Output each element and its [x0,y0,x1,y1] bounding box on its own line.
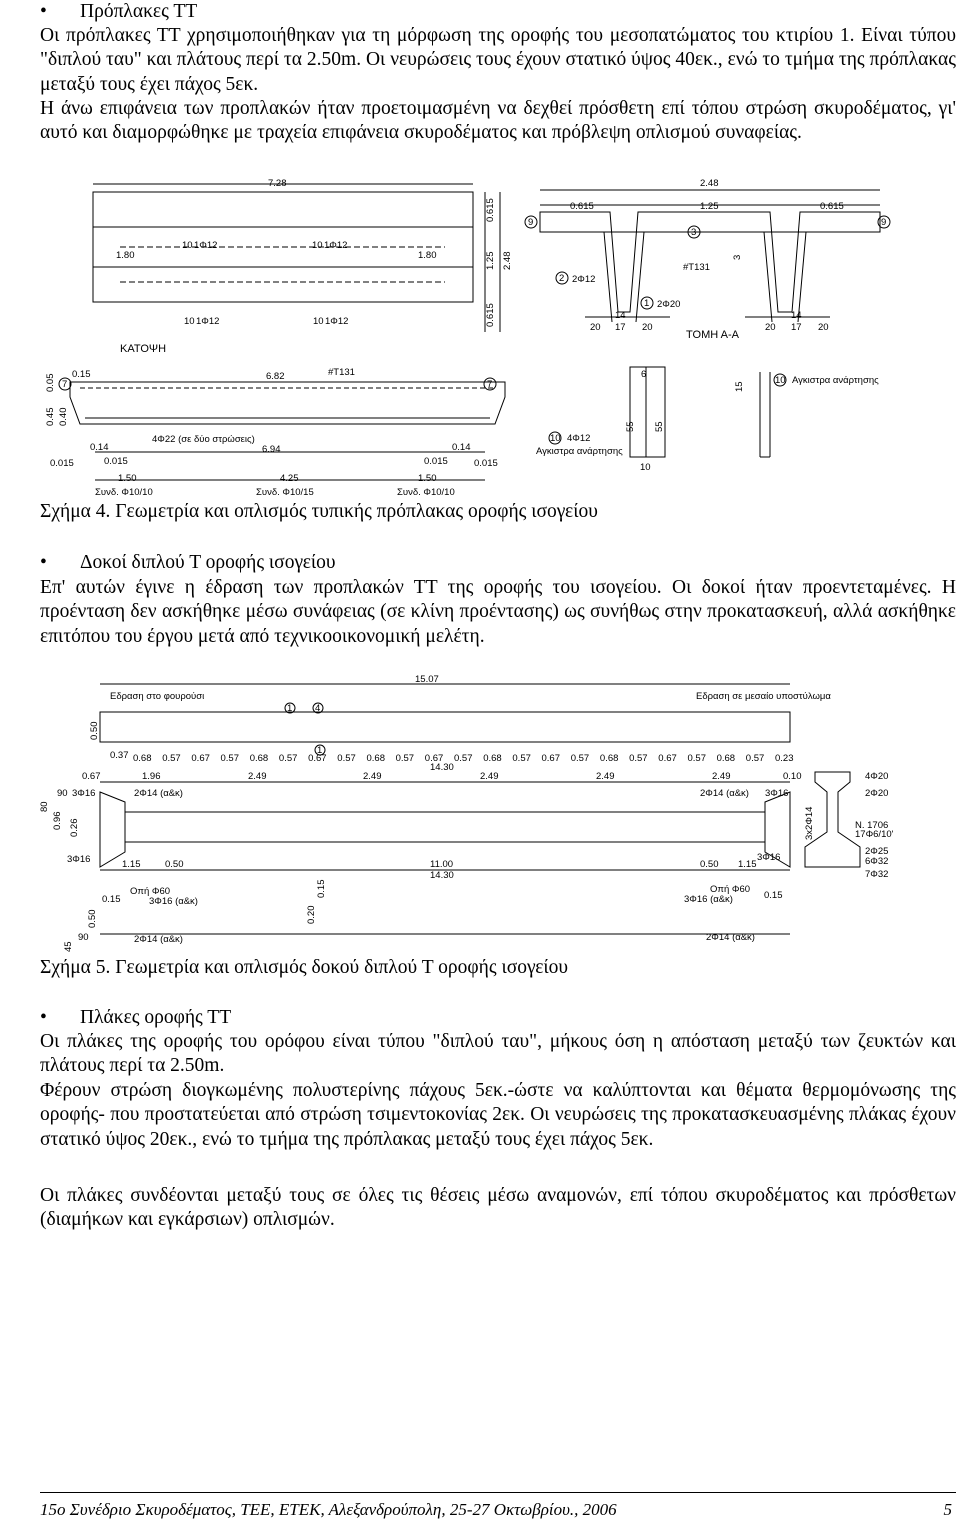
figure4-drawing [0,172,960,502]
mid-dim-3: 14.30 [430,870,454,881]
stirrup-sp-1: 0.68 [133,753,152,764]
bars-bottom-0: 3Φ16 (α&κ) [149,896,198,907]
left-dim-2: 0.96 [52,811,63,830]
plan-dim-2: 2.48 [502,251,513,270]
plan-length: 7.28 [268,178,287,189]
support-right: Εδραση σε μεσαίο υποστύλωμα [696,691,831,702]
bars-top-0: 3Φ16 [72,788,96,799]
plan-bar-mark-4: 10 [313,316,324,327]
elev-stirrup-2: Συνδ. Φ10/10 [397,487,455,498]
elev-top-left: 0.15 [72,369,91,380]
elev-span-1: 4.25 [280,473,299,484]
bottom-dim-0: 0.15 [102,894,121,905]
bottom-dim-2: 90 [78,932,89,943]
rib-dim-2: 17 [615,322,626,333]
segment-3: 2.49 [363,771,382,782]
hook-bars: 4Φ12 [567,433,591,444]
plan-bar-label-2: 1Φ12 [324,240,348,251]
section-mark-1: 1 [644,298,650,309]
stirrup-sp-14: 0.57 [512,753,531,764]
stirrup-sp-5: 0.68 [249,753,269,764]
section-mark-9-right: 9 [881,217,887,228]
stirrup-sp-4: 0.57 [220,753,239,764]
section-dim-top-1: 1.25 [700,201,719,212]
page-number: 5 [943,1500,952,1519]
stirrup-sp-0: 0.37 [110,750,129,761]
plan-dim-0: 0.615 [485,198,496,222]
section-bars-bottom-left: 2Φ12 [572,274,596,285]
elev-stirrup-1: Συνδ. Φ10/15 [256,487,314,498]
bullet-icon: • [40,1,47,22]
section-label-5: 2Φ25 [865,846,889,857]
plan-dim-1: 1.25 [485,251,496,270]
stirrup-sp-17: 0.68 [599,753,619,764]
bars-bottom-3: 2Φ14 (α&κ) [706,932,755,943]
section1-heading: • Πρόπλακες ΤΤ [40,1,198,22]
section-mesh: #T131 [683,262,710,273]
left-dim-3: 0.26 [69,818,80,837]
elev-end-dim-1: 0.14 [452,442,471,453]
section3-paragraph3: Οι πλάκες συνδέονται μεταξύ τους σε όλες τις θέσεις μέσω αναμονών, επί τόπου σκυροδέματος και πρόσθετων (διαμήκων και εγκάρσιων) οπλισμών. [40,1185,956,1231]
stirrup-sp-16: 0.57 [570,753,590,764]
section-label-2: 3x2Φ14 [804,806,815,840]
mid-dim-2: 11.00 [430,859,454,870]
rib-dim-0: 20 [590,322,601,333]
footer-rule [40,1492,956,1493]
hook-dim-1: 55 [625,421,636,432]
stirrup-sp-23: 0.23 [775,753,794,764]
bottom-dim-5: 0.15 [316,879,327,898]
section2-heading: • Δοκοί διπλού Τ οροφής ισογείου [40,552,336,573]
beam-total-length: 15.07 [415,674,439,685]
stirrup-sp-8: 0.57 [337,753,356,764]
bars-mid-0: 3Φ16 [67,854,91,865]
height-left: 0.50 [89,721,100,740]
stirrup-sp-11: 0.67 [424,753,444,764]
mid-dim-0: 1.15 [122,859,141,870]
stirrup-sp-21: 0.68 [716,753,736,764]
stirrup-sp-13: 0.68 [483,753,502,764]
rib-dim-r-3: 20 [818,322,829,333]
plan-end-width-left: 1.80 [116,250,135,261]
mid-dim-5: 1.15 [738,859,757,870]
elev-dim-1: 0.40 [58,407,69,426]
section-mark-2: 2 [559,273,565,284]
bars-top-1: 2Φ14 (α&κ) [134,788,183,799]
section-dim-top-0: 0.615 [570,201,594,212]
elev-mark-left: 7 [62,379,68,390]
left-dim-0: 90 [57,788,68,799]
plan-bar-mark: 10 [182,240,193,251]
section-depth-mark: 3 [732,254,743,260]
plan-title: ΚΑΤΟΨΗ [120,343,167,355]
section-mark-9-left: 9 [528,217,534,228]
section-bars-rib: 2Φ20 [657,299,681,310]
elev-stirrup-0: Συνδ. Φ10/10 [95,487,153,498]
segment-5: 2.49 [596,771,615,782]
hook-label: Αγκιστρα ανάρτησης [536,446,623,457]
bottom-dim-3: 45 [63,941,74,952]
figure4 [0,172,960,526]
plan-dim-3: 0.615 [485,303,496,327]
section-dim-top-2: 0.615 [820,201,844,212]
segment-4: 2.49 [480,771,499,782]
section-title: ΤΟΜΗ Α-Α [686,329,739,341]
figure5-drawing [0,672,960,957]
elev-end-dim-3: 0.015 [104,456,128,467]
section3-paragraph2: Φέρουν στρώση διογκωμένης πολυστερίνης πάχους 5εκ.-ώστε να καλύπτονται και θέματα θερμομόνωσης της οροφής- που προστατεύεται από στρώση τσιμεντοκονίας 2εκ. Οι νευρώσεις της προκατασκευασμένης πλάκας έχουν στατικό ύψος 20εκ., ενώ το τμήμα της πρόπλακας μεταξύ τους έχει πάχος 5εκ. [40,1080,956,1150]
stirrup-sp-10: 0.57 [395,753,415,764]
figure5 [0,672,960,982]
segment-1: 1.96 [142,771,161,782]
stirrup-sp-12: 0.57 [454,753,473,764]
hook-dim-0: 6 [641,369,647,380]
rib-dim-r-1: 14 [791,310,802,321]
hole-right: Οπή Φ60 [710,884,751,895]
segment-6: 2.49 [712,771,731,782]
bars-bottom-1: 3Φ16 (α&κ) [684,894,733,905]
rib-dim-r-2: 17 [791,322,802,333]
mid-dim-4: 0.50 [700,859,719,870]
plan-end-width-right: 1.80 [418,250,437,261]
section-label-4: 17Φ6/10' [855,829,894,840]
rib-dim-1: 14 [615,310,626,321]
elev-mark-right: 7 [487,379,493,390]
plan-bar-mark-3: 10 [184,316,195,327]
bottom-dim-4: 0.20 [306,905,317,924]
elev-span-2: 1.50 [418,473,437,484]
section3-heading: • Πλάκες οροφής ΤΤ [40,1007,232,1028]
bars-top-3: 3Φ16 [765,788,789,799]
rib-dim-r-0: 20 [765,322,776,333]
section-label-1: 2Φ20 [865,788,889,799]
stirrup-sp-15: 0.67 [541,753,560,764]
support-left: Εδραση στο φουρούσι [110,691,205,702]
bottom-dim-1: 0.50 [87,909,98,928]
plan-bar-mark-2: 10 [312,240,323,251]
plan-bar-label: 1Φ12 [194,240,218,251]
stirrup-sp-6: 0.57 [278,753,298,764]
elev-mesh: #T131 [328,367,355,378]
section-total-width: 2.48 [700,178,719,189]
segment-2: 2.49 [248,771,267,782]
plan-bar-label-3: 1Φ12 [196,316,220,327]
hole-left: Οπή Φ60 [130,886,171,897]
elev-span-0: 1.50 [118,473,137,484]
section2-paragraph: Επ' αυτών έγινε η έδραση των προπλακών ΤΤ της οροφής του ισογείου. Οι δοκοί ήταν προεντεταμένες. Η προένταση δεν ασκήθηκε μέσω συνάφειας (σε κλίνη προέντασης) ως συνήθως στην προκατασκευή, αλλά ασκήθηκε επιτόπου του έργου μετά από τεχνικοοικονομική μελέτη. [40,577,956,647]
elev-length-top: 6.82 [266,371,285,382]
hook-dim-4: 15 [734,381,745,392]
elev-length-bottom: 6.94 [262,444,281,455]
stirrup-sp-3: 0.67 [191,753,210,764]
stirrup-sp-7: 0.67 [308,753,327,764]
mid-length: 14.30 [430,762,454,773]
mid-dim-1: 0.50 [165,859,184,870]
stirrup-sp-20: 0.57 [687,753,706,764]
bullet-icon: • [40,1007,47,1028]
section-label-0: 4Φ20 [865,771,889,782]
plan-view [93,184,500,332]
bars-bottom-2: 2Φ14 (α&κ) [134,934,183,945]
section-label-7: 7Φ32 [865,869,889,880]
mark-top-1: 4 [315,703,321,714]
bars-mid-1: 3Φ16 [757,852,781,863]
mark-mid: 1 [317,745,323,756]
stirrup-sp-19: 0.67 [658,753,677,764]
hook-label-2: Αγκιστρα ανάρτησης [792,375,879,386]
segment-7: 0.10 [783,771,802,782]
stirrup-sp-9: 0.68 [366,753,385,764]
bottom-dim-6: 0.15 [764,890,783,901]
hook-mark: 10 [550,433,561,444]
elev-dim-0: 0.45 [45,407,56,426]
elev-end-dim-0: 0.14 [90,442,109,453]
section1-paragraph2: Η άνω επιφάνεια των προπλακών ήταν προετοιμασμένη να δεχθεί πρόσθετη επί τόπου στρώση σκυροδέματος, γι' αυτό και διαμορφώθηκε με τραχεία επιφάνεια σκυροδέματος και πρόβλεψη οπλισμού συναφείας. [40,98,956,144]
footer [40,1499,956,1521]
hook-dim-2: 55 [654,421,665,432]
section-mark-3: 3 [691,227,697,238]
section1-paragraph1: Οι πρόπλακες ΤΤ χρησιμοποιήθηκαν για τη μόρφωση της οροφής του μεσοπατώματος του κτιρίου 1. Είναι τύπου "διπλού ταυ" και πλάτους περί τα 2.50m. Οι νευρώσεις τους έχουν στατικό ύψος 40εκ., ενώ το τμήμα της πρόπλακας μεταξύ τους έχει πάχος 5εκ. [40,25,956,95]
section3-paragraph1: Οι πλάκες της οροφής του ορόφου είναι τύπου "διπλού ταυ", μήκους όση η απόσταση μεταξύ των ζευκτών και πλάτους περί τα 2.50m. [40,1031,956,1077]
segment-0: 0.67 [82,771,101,782]
bars-top-2: 2Φ14 (α&κ) [700,788,749,799]
elev-end-dim-4: 0.015 [424,456,448,467]
section-label-6: 6Φ32 [865,856,889,867]
elev-bottom-bars: 4Φ22 (σε δύο στρώσεις) [152,434,255,445]
plan-bar-label-4: 1Φ12 [325,316,349,327]
figure4-caption: Σχήμα 4. Γεωμετρία και οπλισμός τυπικής πρόπλακας οροφής ισογείου [40,501,598,522]
elev-end-dim-5: 0.015 [474,458,498,469]
elev-dim-2: 0.05 [45,373,56,392]
mark-top-0: 1 [287,703,293,714]
hook-mark-2: 10 [775,375,786,386]
beam-elevation [100,684,860,934]
left-dim-1: 80 [39,801,50,812]
rib-dim-3: 20 [642,322,653,333]
bullet-icon: • [40,552,47,573]
stirrup-sp-22: 0.57 [745,753,765,764]
stirrup-sp-2: 0.57 [162,753,181,764]
section-label-3: N. 1706 [855,820,889,831]
footer-text: 15ο Συνέδριο Σκυροδέματος, ΤΕΕ, ΕΤΕΚ, Αλεξανδρούπολη, 25-27 Οκτωβρίου., 2006 [40,1500,617,1519]
stirrup-sp-18: 0.57 [629,753,648,764]
hook-dim-3: 10 [640,462,651,473]
elev-end-dim-2: 0.015 [50,458,74,469]
figure5-caption: Σχήμα 5. Γεωμετρία και οπλισμός δοκού διπλού Τ οροφής ισογείου [40,957,569,978]
